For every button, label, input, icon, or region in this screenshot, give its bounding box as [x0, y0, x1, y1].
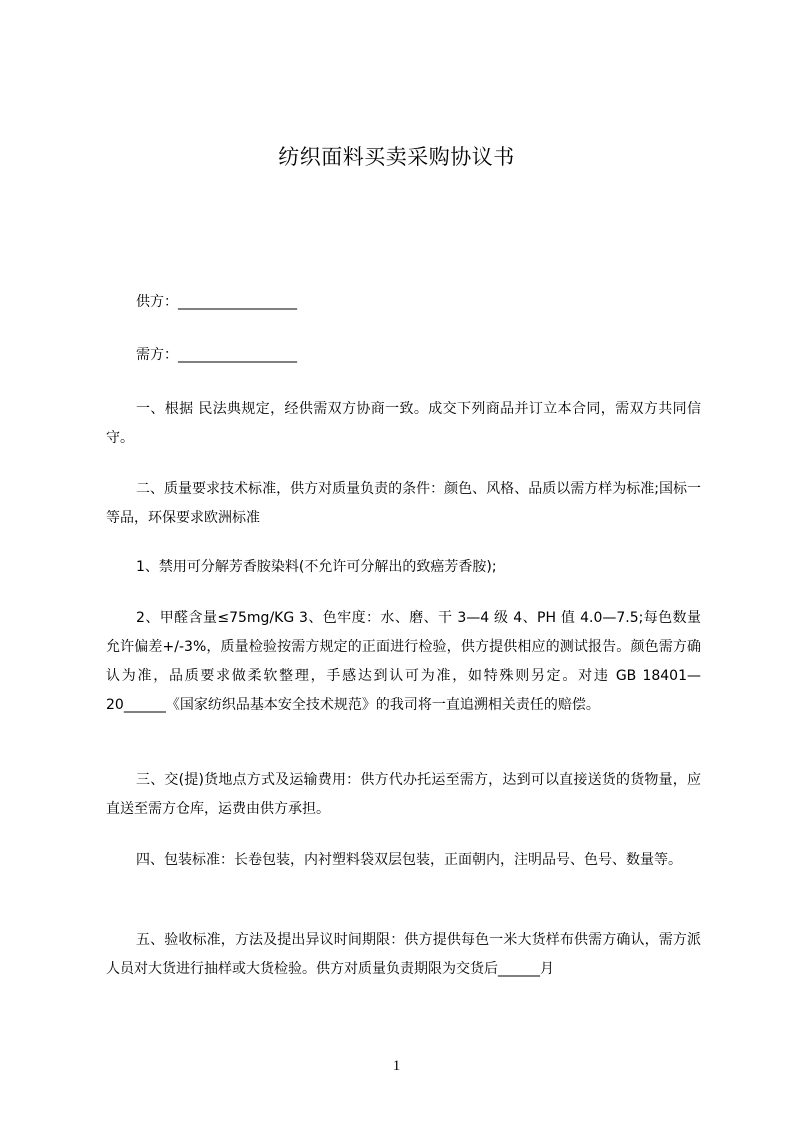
- page-number: 1: [392, 1058, 401, 1074]
- clause-4-paragraph: 四、包装标准：长卷包装，内衬塑料袋双层包装，正面朝内，注明品号、色号、数量等。: [136, 852, 682, 868]
- buyer-line: 需方：_________________: [136, 347, 297, 363]
- clause-5-paragraph: 五、验收标准，方法及提出异议时间期限：供方提供每色一米大货样布供需方确认，需方派人员对大货进行抽样或大货检验。供方对质量负责期限为交货后______月: [106, 932, 701, 977]
- supplier-line: 供方：_________________: [136, 294, 297, 310]
- clause-3-paragraph: 三、交(提)货地点方式及运输费用：供方代办托运至需方，达到可以直接送货的货物量，应直送至需方仓库，运费由供方承担。: [106, 772, 701, 817]
- clause-2-paragraph: 二、质量要求技术标准，供方对质量负责的条件：颜色、风格、品质以需方样为标准;国标一等品，环保要求欧洲标准: [106, 481, 701, 526]
- item-1-paragraph: 1、禁用可分解芳香胺染料(不允许可分解出的致癌芳香胺);: [136, 559, 497, 575]
- item-2-paragraph: 2、甲醛含量≤75mg/KG 3、色牢度：水、磨、干 3—4 级 4、PH 值 4.0—7.5;每色数量允许偏差+/-3%，质量检验按需方规定的正面进行检验，供方提供相应的测试报告。颜色需方确认为准，品质要求做柔软整理，手感达到认可为准，如特殊则另定。对违 GB 18401—20______《国家纺织品基本安全技术规范》的我司将一直追溯相关责任的赔偿。: [106, 610, 701, 713]
- document-title: 纺织面料买卖采购协议书: [278, 145, 515, 169]
- clause-1-paragraph: 一、根据 民法典规定，经供需双方协商一致。成交下列商品并订立本合同，需双方共同信守。: [106, 401, 701, 446]
